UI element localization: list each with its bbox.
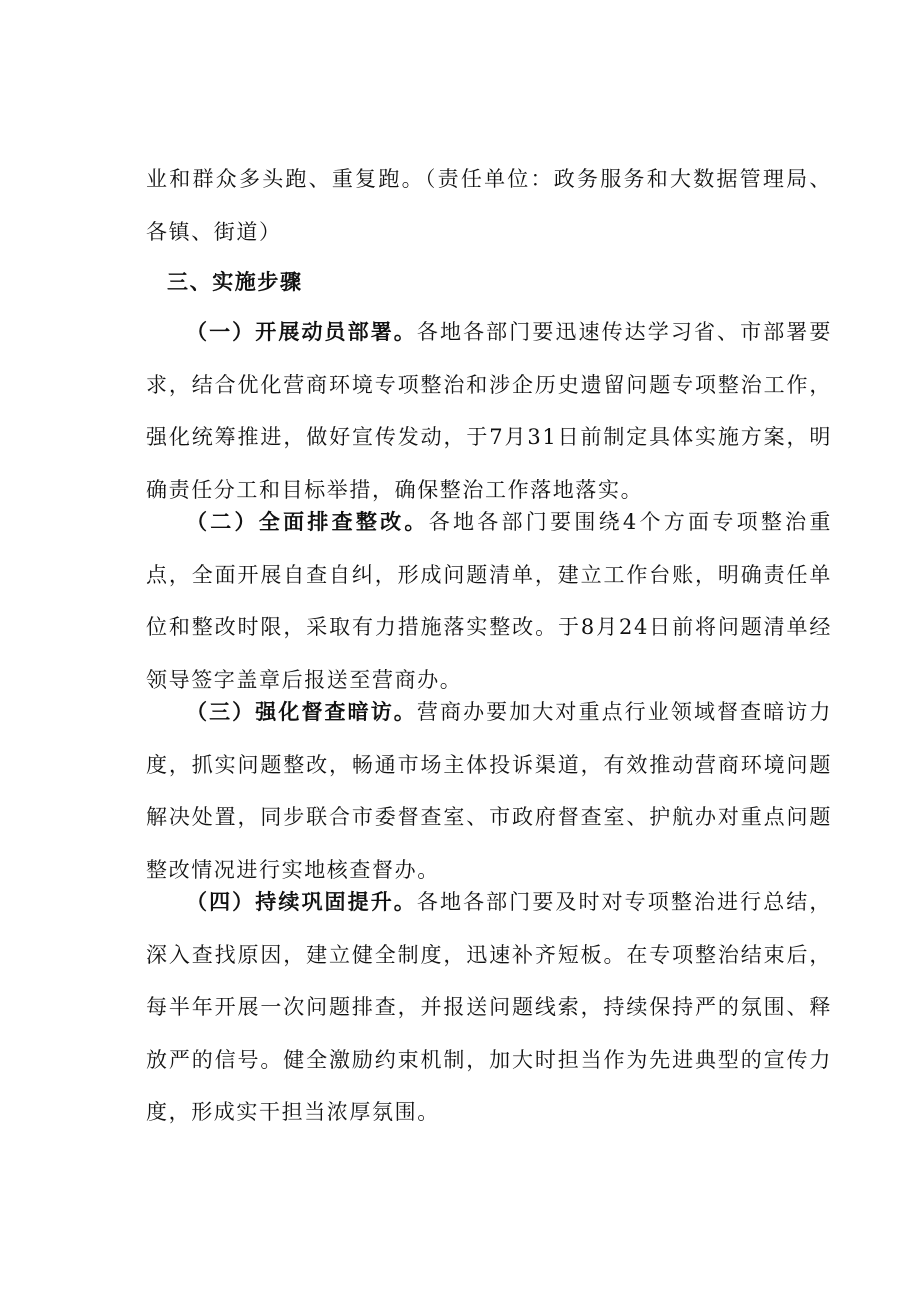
section-heading: 三、实施步骤 (167, 270, 303, 294)
paragraph-body: 各地各部门要迅速传达学习省、市部署要求，结合优化营商环境专项整治和涉企历史遗留问题专项整治工作，强化统筹推进，做好宣传发动，于7月31日前制定具体实施方案，明确责任分工和目标举措，确保整治工作落地落实。 (146, 320, 832, 502)
paragraph-step-1 (146, 306, 832, 516)
paragraph-step-4 (146, 876, 832, 1139)
paragraph-body: 营商办要加大对重点行业领域督查暗访力度，抓实问题整改，畅通市场主体投诉渠道，有效推动营商环境问题解决处置，同步联合市委督查室、市政府督查室、护航办对重点问题整改情况进行实地核查督办。 (146, 700, 832, 882)
paragraph-step-3 (146, 686, 832, 896)
continuation-paragraph: 业和群众多头跑、重复跑。（责任单位：政务服务和大数据管理局、各镇、街道） (146, 167, 832, 244)
paragraph-lead: （三）强化督查暗访。 (186, 700, 417, 724)
paragraph-lead: （一）开展动员部署。 (186, 320, 417, 344)
paragraph-step-2 (146, 496, 832, 706)
paragraph-lead: （四）持续巩固提升。 (186, 890, 417, 914)
paragraph-lead: （二）全面排查整改。 (186, 510, 429, 534)
paragraph-body: 各地各部门要围绕4个方面专项整治重点，全面开展自查自纠，形成问题清单，建立工作台账，明确责任单位和整改时限，采取有力措施落实整改。于8月24日前将问题清单经领导签字盖章后报送至营商办。 (146, 510, 833, 692)
paragraph-body: 各地各部门要及时对专项整治进行总结，深入查找原因，建立健全制度，迅速补齐短板。在专项整治结束后，每半年开展一次问题排查，并报送问题线索，持续保持严的氛围、释放严的信号。健全激励约束机制，加大时担当作为先进典型的宣传力度，形成实干担当浓厚氛围。 (146, 890, 832, 1124)
